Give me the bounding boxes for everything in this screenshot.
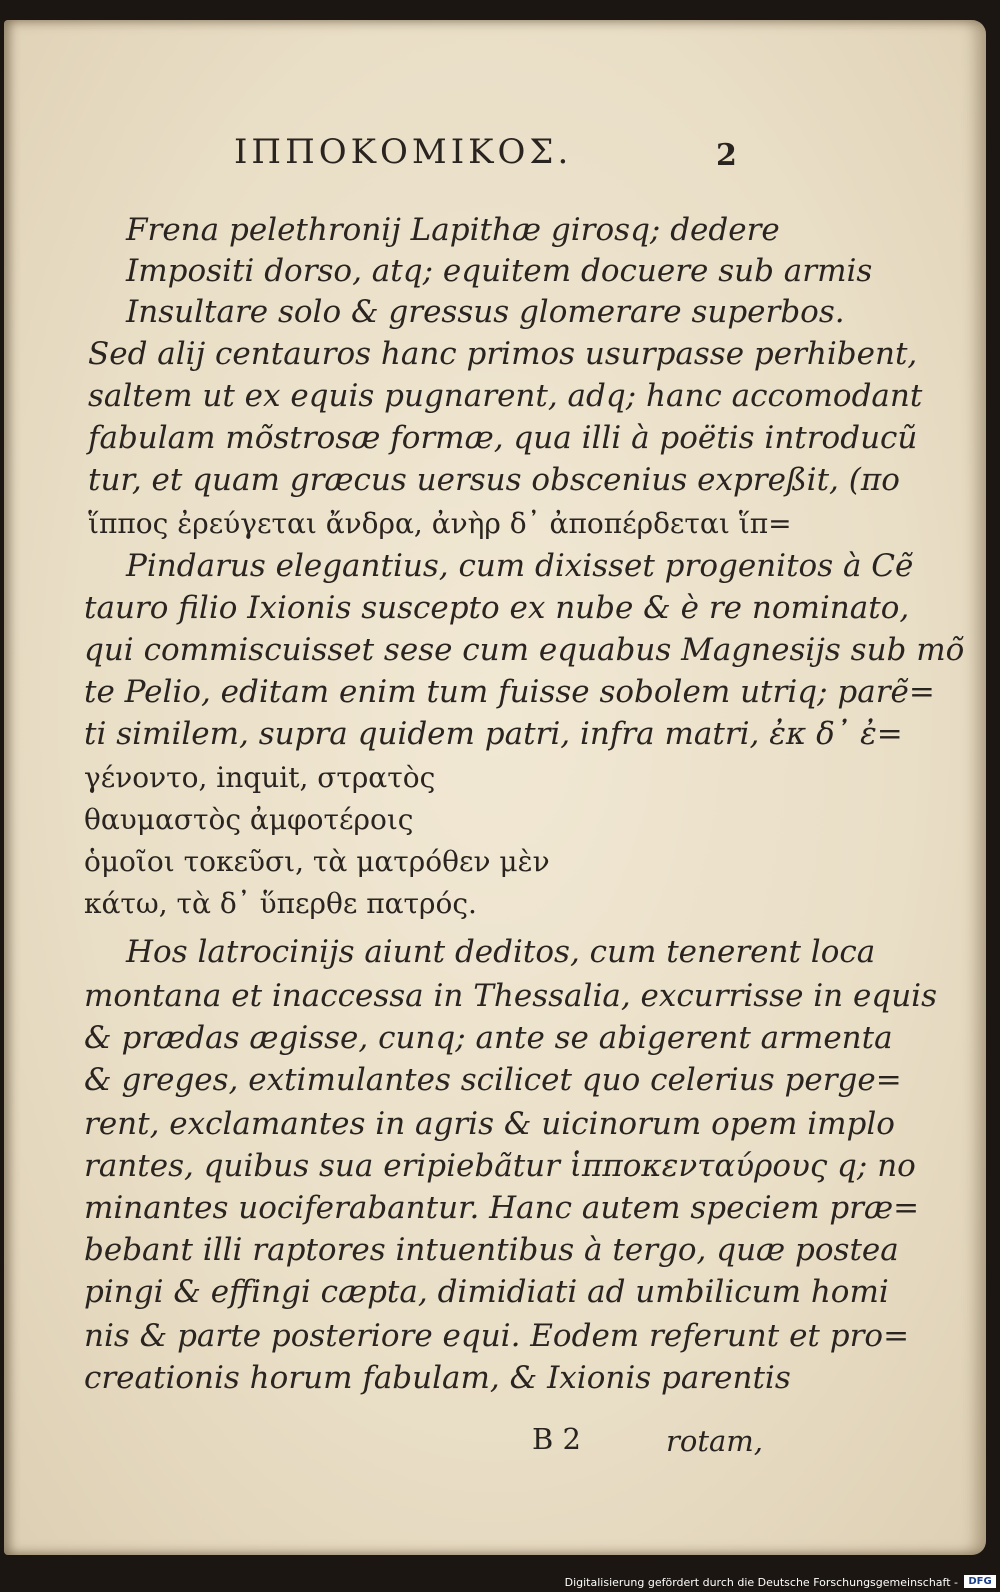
text-line: & prædas ægisse, cunq; ante se abigerent armenta: [84, 1020, 893, 1056]
text-line: & greges, extimulantes scilicet quo celerius perge=: [84, 1062, 902, 1098]
dfg-logo: DFG: [964, 1575, 996, 1588]
text-line: ὁμοῖοι τοκεῦσι, τὰ ματρόθεν μὲν: [84, 845, 550, 878]
text-line: pingi & effingi cæpta, dimidiati ad umbilicum homi: [84, 1274, 889, 1310]
text-line: γένοντο, inquit, στρατὸς: [84, 761, 436, 794]
text-line: montana et inaccessa in Thessalia, excurrisse in equis: [84, 978, 937, 1014]
folio-number: 2: [716, 138, 737, 173]
text-line: creationis horum fabulam, & Ixionis parentis: [84, 1360, 791, 1396]
book-page: [4, 20, 986, 1555]
text-line: Pindarus elegantius, cum dixisset progenitos à Cẽ: [126, 548, 914, 584]
catchword: rotam,: [666, 1424, 763, 1458]
text-line: qui commiscuisset sese cum equabus Magnesijs sub mõ: [84, 632, 965, 668]
footer-bar: [0, 1572, 1000, 1592]
text-line: κάτω, τὰ δ᾽ ὕπερθε πατρός.: [84, 887, 477, 920]
text-line: ti similem, supra quidem patri, infra matri, ἐκ δ᾽ ἐ=: [84, 716, 903, 752]
text-line: rantes, quibus sua eripiebãtur ἱπποκενταύρους q; no: [84, 1148, 916, 1184]
text-line: Impositi dorso, atq; equitem docuere sub armis: [126, 253, 873, 289]
text-line: rent, exclamantes in agris & uicinorum opem implo: [84, 1106, 895, 1142]
text-line: tauro filio Ixionis suscepto ex nube & è re nominato,: [84, 590, 910, 626]
text-line: fabulam mõstrosæ formæ, qua illi à poëtis introducũ: [88, 420, 918, 456]
text-line: ἵππος ἐρεύγεται ἄνδρα, ἀνὴρ δ᾽ ἀποπέρδεται ἵπ=: [88, 507, 792, 540]
text-line: bebant illi raptores intuentibus à tergo, quæ postea: [84, 1232, 899, 1268]
text-line: te Pelio, editam enim tum fuisse sobolem utriq; parẽ=: [84, 674, 935, 710]
text-line: Sed alij centauros hanc primos usurpasse perhibent,: [88, 336, 918, 372]
text-line: minantes uociferabantur. Hanc autem speciem præ=: [84, 1190, 920, 1226]
running-head: ΙΠΠΟΚΟΜΙΚΟΣ.: [234, 132, 573, 172]
text-line: nis & parte posteriore equi. Eodem referunt et pro=: [84, 1318, 910, 1354]
text-line: tur, et quam græcus uersus obscenius expreßit, (πο: [88, 462, 900, 498]
text-line: Frena pelethronij Lapithæ girosq; dedere: [126, 212, 780, 248]
text-line: saltem ut ex equis pugnarent, adq; hanc accomodant: [88, 378, 923, 414]
text-line: θαυμαστὸς ἀμφοτέροις: [84, 803, 414, 836]
text-line: Insultare solo & gressus glomerare superbos.: [126, 294, 845, 330]
text-line: Hos latrocinijs aiunt deditos, cum tenerent loca: [126, 934, 876, 970]
footer-credit: Digitalisierung gefördert durch die Deutsche Forschungsgemeinschaft -: [564, 1576, 958, 1589]
signature-mark: B 2: [532, 1422, 581, 1456]
